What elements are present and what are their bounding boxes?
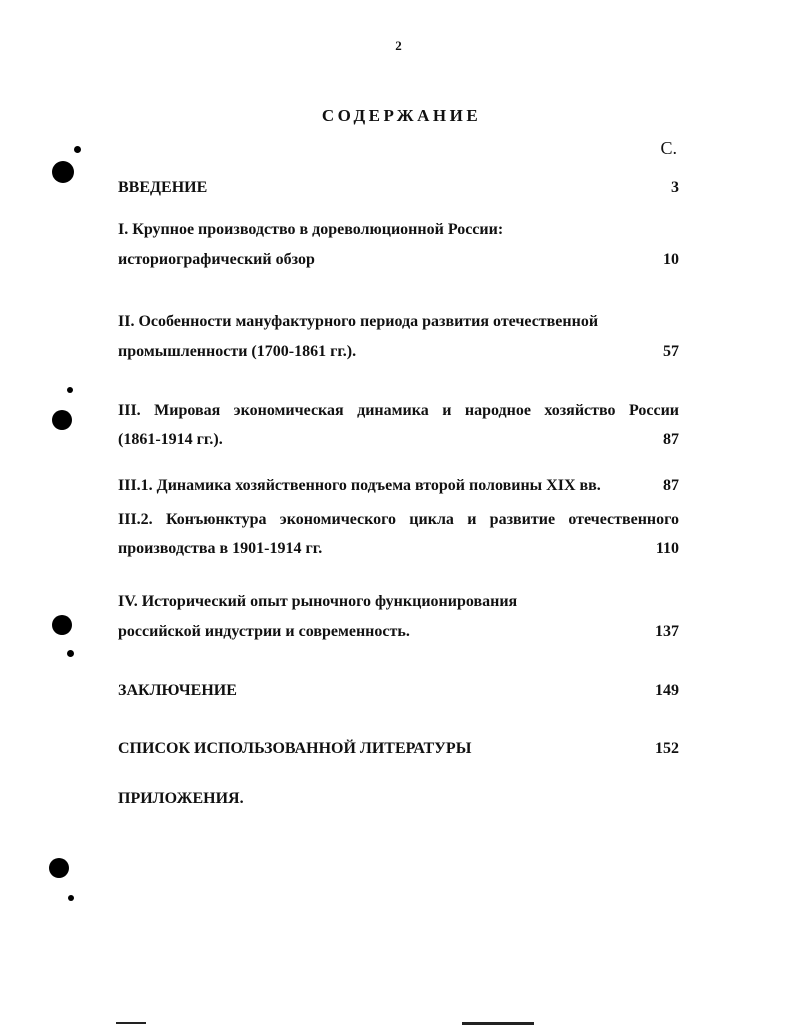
toc-entry-conclusion (118, 681, 679, 701)
toc-entry-chapter-3-cont (118, 430, 679, 450)
scan-speck (74, 146, 81, 153)
toc-entry-page: 87 (663, 477, 679, 494)
page-column-label: С. (660, 138, 677, 158)
binder-hole (49, 858, 69, 878)
toc-entry-chapter-2-cont (118, 342, 679, 362)
scan-edge-mark (462, 1022, 534, 1025)
toc-entry-page: 137 (655, 623, 679, 640)
toc-entry-chapter-1 (118, 220, 679, 240)
toc-entry-title: (1861-1914 гг.). (118, 431, 223, 448)
binder-hole (52, 410, 72, 430)
toc-entry-chapter-2 (118, 312, 645, 332)
scan-speck (67, 387, 73, 393)
scan-edge-mark (116, 1022, 146, 1024)
toc-entry-title: ЗАКЛЮЧЕНИЕ (118, 682, 237, 699)
page-number: 2 (395, 38, 402, 53)
toc-entry-title: историографический обзор (118, 251, 315, 268)
toc-title: СОДЕРЖАНИЕ (321, 106, 482, 125)
binder-hole (52, 161, 74, 183)
toc-entry-title: ВВЕДЕНИЕ (118, 179, 208, 196)
toc-entry-title: ПРИЛОЖЕНИЯ. (118, 790, 244, 807)
toc-entry-section-3-2-cont (118, 539, 679, 559)
toc-entry-title: российской индустрии и современность. (118, 623, 410, 640)
toc-entry-page: 10 (663, 251, 679, 268)
toc-entry-title: III.1. Динамика хозяйственного подъема второй половины XIX вв. (118, 477, 601, 494)
binder-hole (52, 615, 72, 635)
toc-entry-chapter-3: III. Мировая экономическая динамика и народное хозяйство России (118, 402, 679, 419)
toc-entry-page: 57 (663, 343, 679, 360)
scan-speck (68, 895, 74, 901)
toc-entry-page: 87 (663, 431, 679, 448)
toc-entry-page: 3 (671, 179, 679, 196)
toc-entry-section-3-1 (118, 476, 679, 496)
toc-entry-title: СПИСОК ИСПОЛЬЗОВАННОЙ ЛИТЕРАТУРЫ (118, 740, 472, 757)
toc-entry-chapter-4 (118, 592, 679, 612)
toc-entry-chapter-4-cont (118, 622, 679, 642)
toc-entry-title: I. Крупное производство в дореволюционной России: (118, 221, 504, 238)
scan-speck (67, 650, 74, 657)
toc-entry-appendices (118, 789, 679, 809)
toc-entry-page: 149 (655, 682, 679, 699)
toc-entry-title: IV. Исторический опыт рыночного функционирования (118, 593, 518, 610)
toc-entry-chapter-1-cont (118, 250, 679, 270)
toc-entry-introduction (118, 178, 679, 198)
toc-entry-title: II. Особенности мануфактурного периода развития отечественной (118, 313, 599, 330)
toc-entry-section-3-2: III.2. Конъюнктура экономического цикла и развитие отечественного (118, 511, 679, 528)
toc-entry-page: 110 (655, 540, 679, 557)
toc-entry-title: промышленности (1700-1861 гг.). (118, 343, 357, 360)
toc-entry-title: производства в 1901-1914 гг. (118, 540, 323, 557)
toc-entry-bibliography (118, 739, 679, 759)
toc-entry-page: 152 (655, 740, 679, 757)
